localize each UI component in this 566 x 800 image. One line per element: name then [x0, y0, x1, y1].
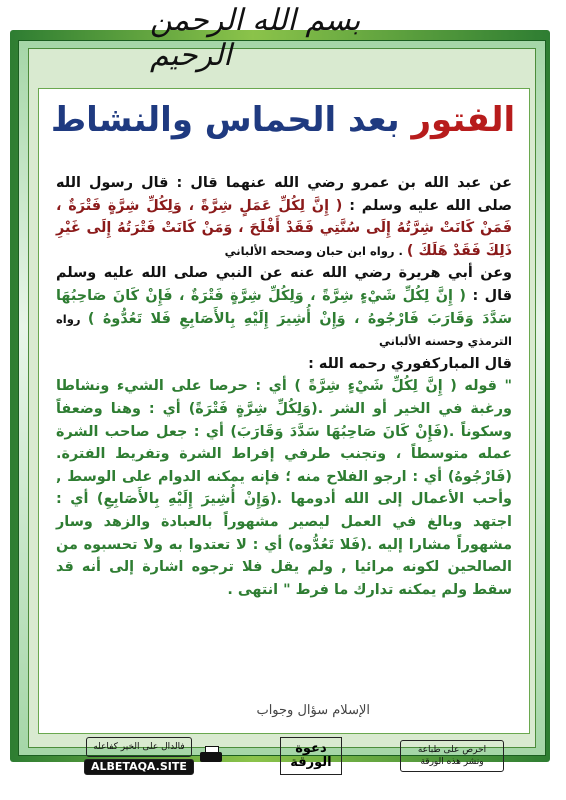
footer-left-box: [84, 737, 194, 775]
source-credit: الإسلام سؤال وجواب: [256, 703, 370, 718]
paragraph-1: [56, 172, 512, 262]
p2-reference: رواه الترمذي وحسنه الألباني: [56, 311, 512, 349]
paragraph-3-text: " قوله ( إِنَّ لِكُلِّ شَيْءٍ شِرَّةً ) أي : حرصا على الشيء ونشاطا ورغبة في الخير أو الشر .(وَلِكُلِّ شِرَّةٍ فَتْرَةً) أي : وهنا وضعفاً وسكوناً .(فَإِنْ كَانَ صَاحِبُهَا سَدَّدَ وَقَارَبَ) أي : جعل صاحب الشرة عمله متوسطاً ، وتجنب طرفي إفراط الشرة وتفريط الفترة. (فَارْجُوهُ) أي : ارجو الفلاح منه ؛ فإنه يمكنه الدوام على الوسط , وأحب الأعمال إلى الله أدومها .(وَإِنْ أُشِيرَ إِلَيْهِ بِالأَصَابِعِ) أي : اجتهد وبالغ في العمل ليصير مشهوراً بالعبادة والزهد وسار مشهوراً مشارا إليه .(فَلا تَعُدُّوه) أي : لا تعتدوا به ولا تحسبوه من الصالحين لكونه مرائيا , ولم يقل فلا ترجوه اشارة إلى أنه قد سقط ولم يمكنه تدارك ما فرط " انتهى .: [56, 378, 512, 598]
title-accent: الفتور: [411, 100, 516, 140]
footer-bar: [84, 736, 504, 776]
title-rest: بعد الحماس والنشاط: [50, 100, 412, 140]
p2-intro: وعن أبي هريرة رضي الله عنه عن النبي صلى الله عليه وسلم قال :: [56, 265, 512, 304]
paragraph-3-intro: قال المباركفوري رحمه الله :: [308, 355, 512, 372]
p1-reference: . رواه ابن حبان وصححه الألباني: [224, 243, 407, 258]
p2-hadith: ( إِنَّ لِكُلِّ شَيْءٍ شِرَّةً ، وَلِكُلِّ شِرَّةٍ فَتْرَةٌ ، فَإِنْ كَانَ صَاحِبُهَا سَدَّدَ وَقَارَبَ فَارْجُوهُ ، وَإِنْ أُشِيرَ إِلَيْهِ بِالأَصَابِعِ فَلا تَعُدُّوهُ ): [56, 287, 512, 327]
footer-left-text: فالدال على الخير كفاعله: [86, 737, 191, 757]
page-title: [38, 100, 528, 152]
article-body: [56, 172, 512, 712]
footer-site: ALBETAQA.SITE: [84, 759, 194, 775]
basmala-calligraphy: بسم الله الرحمن الرحيم: [150, 3, 361, 73]
p1-intro: عن عبد الله بن عمرو رضي الله عنهما قال : قال رسول الله صلى الله عليه وسلم :: [56, 175, 512, 214]
footer-left: [84, 737, 222, 775]
printer-icon: [200, 746, 222, 766]
paragraph-2: [56, 262, 512, 352]
logo: دعوة الورقة: [280, 737, 342, 775]
footer-right-text: احرص على طباعة ونشر هذه الورقة: [400, 740, 504, 772]
p1-hadith: ( إِنَّ لِكُلِّ عَمَلٍ شِرَّةً ، وَلِكُلِّ شِرَّةٍ فَتْرَةٌ ، فَمَنْ كَانَتْ شِرَّتُهُ إِلَى سُنَّتِي فَقَدْ أَفْلَحَ ، وَمَنْ كَانَتْ فَتْرَتُهُ إِلَى غَيْرِ ذَلِكَ فَقَدْ هَلَكَ ): [56, 197, 512, 259]
